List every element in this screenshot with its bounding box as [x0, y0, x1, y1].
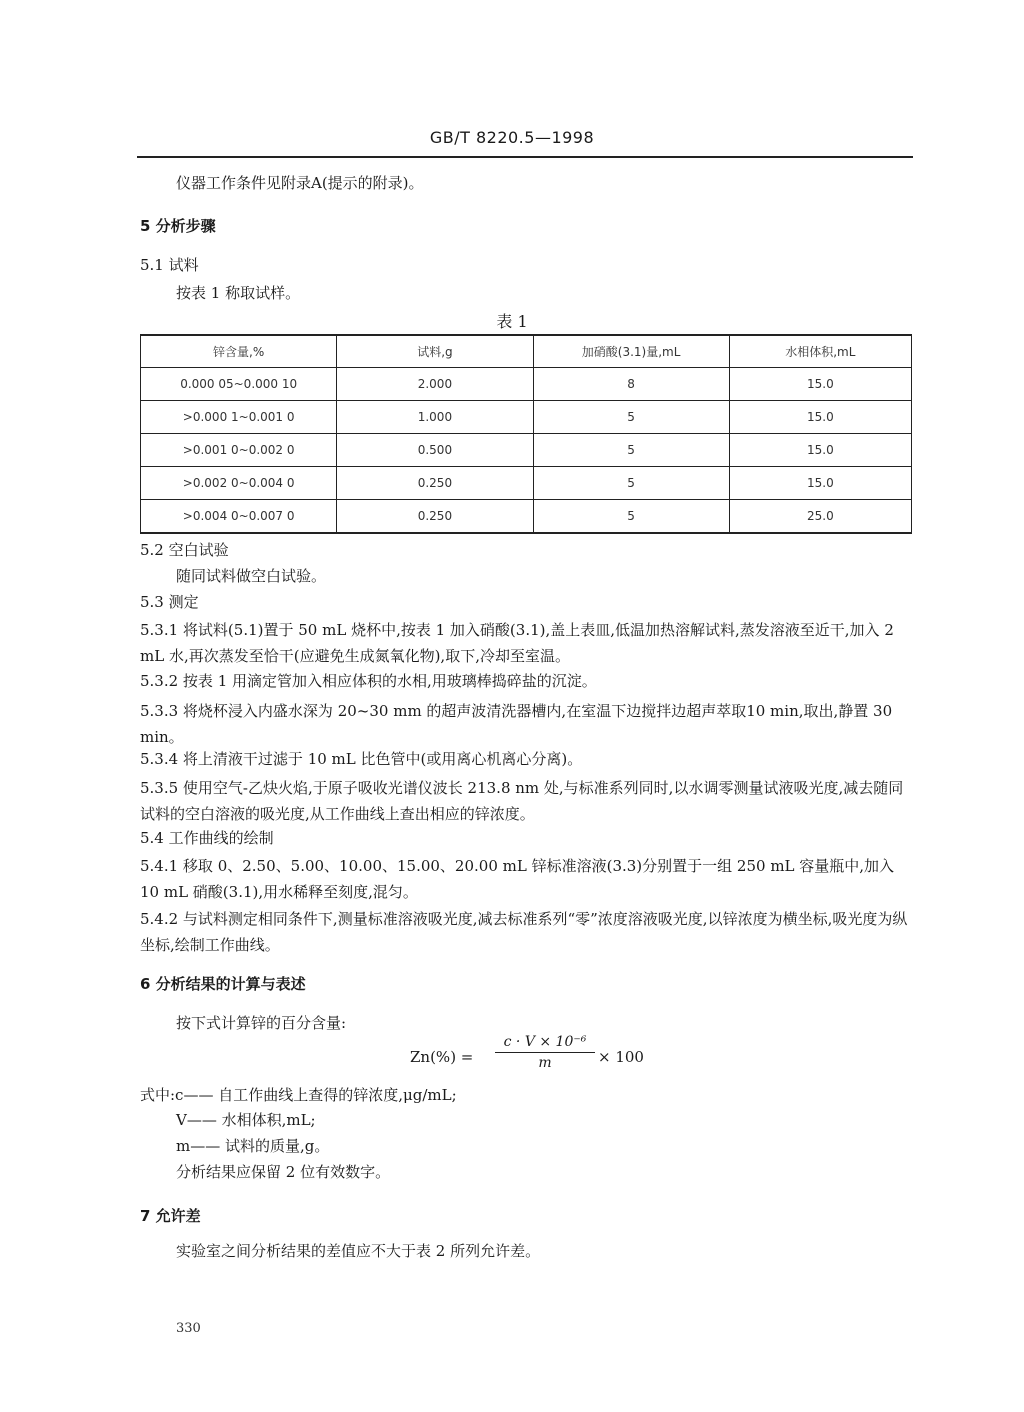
table-row [141, 368, 912, 401]
where-m: m—— 试料的质量,g。 [176, 1137, 330, 1155]
formula-lhs: Zn(%) = [410, 1048, 474, 1066]
paragraph-5-3-3: 5.3.3 将烧杯浸入内盛水深为 20~30 mm 的超声波清洗器槽内,在室温下边搅拌边超声萃取10 min,取出,静置 30 min。 [140, 702, 893, 746]
section-6-heading: 6 分析结果的计算与表述 [140, 975, 306, 993]
table-header-row [141, 335, 912, 368]
table-1 [140, 334, 912, 534]
header-rule [137, 156, 913, 158]
section-5-2-heading: 5.2 空白试验 [140, 541, 229, 559]
table-row [141, 500, 912, 534]
section-5-4-heading: 5.4 工作曲线的绘制 [140, 829, 274, 847]
section-6-text: 按下式计算锌的百分含量: [176, 1014, 347, 1032]
table-cell: >0.000 1~0.001 0 [141, 401, 337, 434]
paragraph-5-4-2: 5.4.2 与试料测定相同条件下,测量标准溶液吸光度,减去标准系列“零”浓度溶液吸光度,以锌浓度为横坐标,吸光度为纵坐标,绘制工作曲线。 [140, 910, 908, 954]
table-header-cell: 试料,g [337, 335, 533, 368]
table-cell: 5 [533, 401, 729, 434]
table-header-cell: 锌含量,% [141, 335, 337, 368]
paragraph-5-3-1: 5.3.1 将试料(5.1)置于 50 mL 烧杯中,按表 1 加入硝酸(3.1),盖上表皿,低温加热溶解试料,蒸发溶液至近干,加入 2 mL 水,再次蒸发至恰干(应避免生成氮氧化物),取下,冷却至室温。 [140, 621, 894, 665]
table-cell: 5 [533, 434, 729, 467]
table-header-cell: 加硝酸(3.1)量,mL [533, 335, 729, 368]
table-1-caption: 表 1 [496, 312, 528, 331]
section-5-3-heading: 5.3 测定 [140, 593, 199, 611]
paragraph-5-4-1: 5.4.1 移取 0、2.50、5.00、10.00、15.00、20.00 mL 锌标准溶液(3.3)分别置于一组 250 mL 容量瓶中,加入 10 mL 硝酸(3.1),用水稀释至刻度,混匀。 [140, 857, 895, 901]
formula-rhs: × 100 [598, 1048, 644, 1066]
table-cell: >0.002 0~0.004 0 [141, 467, 337, 500]
paragraph-5-3-2: 5.3.2 按表 1 用滴定管加入相应体积的水相,用玻璃棒捣碎盐的沉淀。 [140, 672, 597, 690]
table-cell: 15.0 [729, 368, 911, 401]
table-cell: >0.001 0~0.002 0 [141, 434, 337, 467]
where-v: V—— 水相体积,mL; [176, 1111, 316, 1129]
table-cell: 8 [533, 368, 729, 401]
table-cell: 25.0 [729, 500, 911, 534]
table-cell: 0.250 [337, 500, 533, 534]
paragraph-5-3-4: 5.3.4 将上清液干过滤于 10 mL 比色管中(或用离心机离心分离)。 [140, 750, 583, 768]
table-cell: 5 [533, 500, 729, 534]
table-cell: 0.250 [337, 467, 533, 500]
table-row [141, 434, 912, 467]
formula-fraction [495, 1034, 595, 1071]
section-5-2-text: 随同试料做空白试验。 [176, 567, 327, 585]
formula-denominator: m [538, 1055, 552, 1071]
page-number: 330 [176, 1321, 201, 1336]
section-5-heading: 5 分析步骤 [140, 217, 216, 235]
table-row [141, 401, 912, 434]
table-cell: 2.000 [337, 368, 533, 401]
table-cell: >0.004 0~0.007 0 [141, 500, 337, 534]
table-cell: 15.0 [729, 467, 911, 500]
section-7-text: 实验室之间分析结果的差值应不大于表 2 所列允许差。 [176, 1242, 541, 1260]
paragraph-5-3-5: 5.3.5 使用空气-乙炔火焰,于原子吸收光谱仪波长 213.8 nm 处,与标准系列同时,以水调零测量试液吸光度,减去随同试料的空白溶液的吸光度,从工作曲线上查出相应的锌浓度。 [140, 779, 904, 823]
table-cell: 5 [533, 467, 729, 500]
table-cell: 0.000 05~0.000 10 [141, 368, 337, 401]
where-c: 式中:c—— 自工作曲线上查得的锌浓度,μg/mL; [140, 1086, 457, 1104]
intro-text: 仪器工作条件见附录A(提示的附录)。 [176, 174, 424, 192]
section-5-1-text: 按表 1 称取试样。 [176, 284, 301, 302]
table-cell: 1.000 [337, 401, 533, 434]
section-7-heading: 7 允许差 [140, 1207, 201, 1225]
page-header: GB/T 8220.5—1998 [429, 128, 595, 147]
formula-numerator: c · V × 10⁻⁶ [495, 1034, 595, 1053]
table-cell: 0.500 [337, 434, 533, 467]
section-6-note: 分析结果应保留 2 位有效数字。 [176, 1163, 391, 1181]
section-5-1-heading: 5.1 试料 [140, 256, 199, 274]
table-cell: 15.0 [729, 434, 911, 467]
table-cell: 15.0 [729, 401, 911, 434]
table-row [141, 467, 912, 500]
table-header-cell: 水相体积,mL [729, 335, 911, 368]
